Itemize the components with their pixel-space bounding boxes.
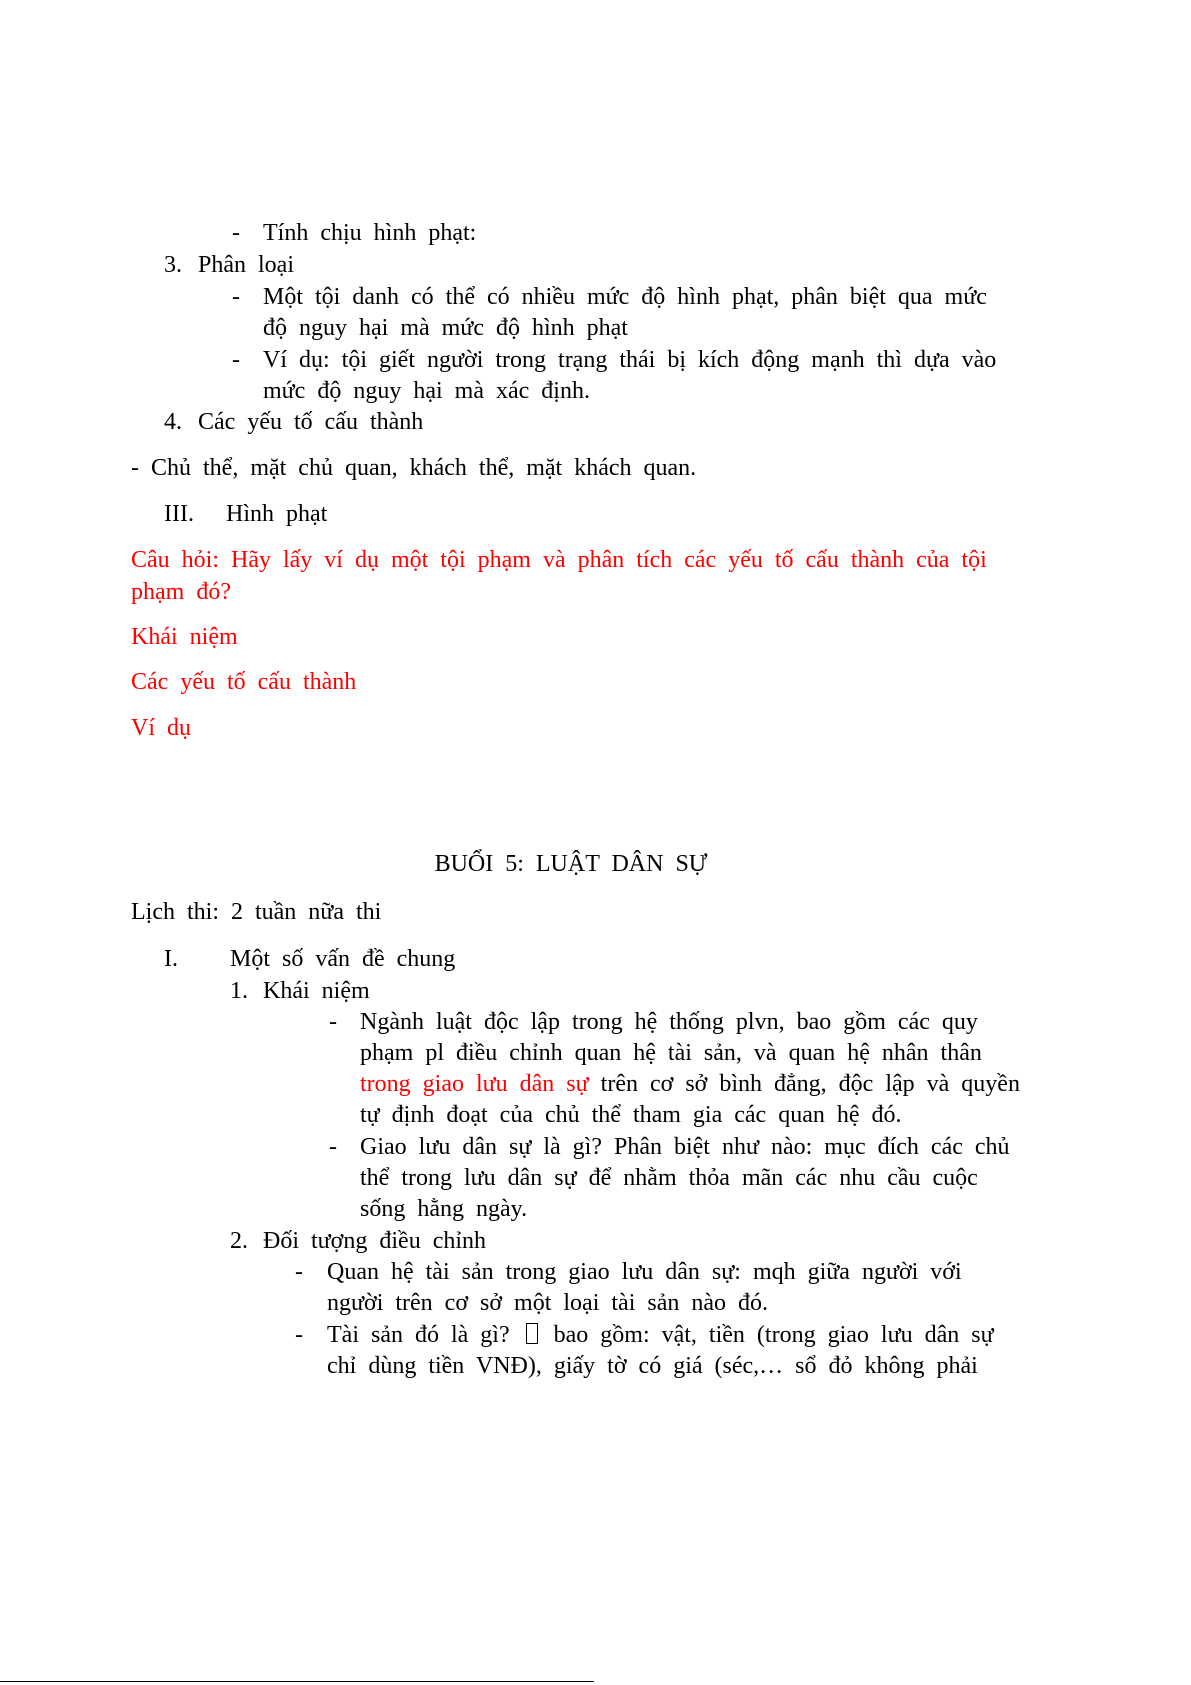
section-number: 3. [164,252,182,278]
paragraph-line: phạm pl điều chỉnh quan hệ tài sản, và quan hệ nhân thân [360,1040,982,1066]
section-number: I. [164,946,178,972]
paragraph-line [360,1068,1020,1100]
footnote-rule [0,1681,594,1682]
paragraph-text: bao gồm: vật, tiền (trong giao lưu dân sự [553,1322,994,1348]
paragraph-line: Ví dụ: tội giết người trong trạng thái bị kích động mạnh thì dựa vào [263,347,997,373]
paragraph-text: Tài sản đó là gì? [327,1322,510,1348]
paragraph-line [327,1319,994,1351]
red-note: Ví dụ [131,715,191,741]
bullet-dash: - [295,1322,303,1348]
paragraph-line: thể trong lưu dân sự để nhằm thỏa mãn các nhu cầu cuộc [360,1165,978,1191]
section-title: Đối tượng điều chỉnh [263,1228,487,1254]
section-title: Các yếu tố cấu thành [198,409,424,435]
page-heading: BUỔI 5: LUẬT DÂN SỰ [434,851,708,877]
section-number: III. [164,501,194,527]
bullet-dash: - [295,1259,303,1285]
section-title: Phân loại [198,252,294,278]
question-line: phạm đó? [131,579,231,605]
paragraph-line: mức độ nguy hại mà xác định. [263,378,590,404]
schedule-line: Lịch thi: 2 tuần nữa thi [131,899,382,925]
paragraph-line: chỉ dùng tiền VNĐ), giấy tờ có giá (séc,… sổ đỏ không phải [327,1353,978,1379]
paragraph-line: tự định đoạt của chủ thể tham gia các quan hệ đó. [360,1102,902,1128]
highlight-text: trong giao lưu dân sự [360,1071,589,1097]
paragraph-line: Một tội danh có thể có nhiều mức độ hình phạt, phân biệt qua mức [263,284,987,310]
section-title: Khái niệm [263,978,370,1004]
section-title: Hình phạt [226,501,328,527]
section-title: Một số vấn đề chung [230,946,456,972]
question-line: Câu hỏi: Hãy lấy ví dụ một tội phạm và phân tích các yếu tố cấu thành của tội [131,547,987,573]
bullet-dash: - [329,1009,337,1035]
red-note: Khái niệm [131,624,238,650]
paragraph-line: - Chủ thể, mặt chủ quan, khách thể, mặt khách quan. [131,455,697,481]
section-number: 1. [230,978,248,1004]
paragraph-line: sống hằng ngày. [360,1196,528,1222]
bullet-dash: - [232,347,240,373]
section-number: 2. [230,1228,248,1254]
paragraph-line: Quan hệ tài sản trong giao lưu dân sự: mqh giữa người với [327,1259,962,1285]
paragraph-line: người trên cơ sở một loại tài sản nào đó. [327,1290,769,1316]
section-number: 4. [164,409,182,435]
paragraph-line: Giao lưu dân sự là gì? Phân biệt như nào: mục đích các chủ [360,1134,1010,1160]
arrow-icon [526,1323,538,1344]
paragraph-line: Ngành luật độc lập trong hệ thống plvn, bao gồm các quy [360,1009,978,1035]
bullet-text: Tính chịu hình phạt: [263,220,477,246]
paragraph-text: trên cơ sở bình đẳng, độc lập và quyền [600,1071,1020,1097]
red-note: Các yếu tố cấu thành [131,669,357,695]
bullet-dash: - [329,1134,337,1160]
paragraph-line: độ nguy hại mà mức độ hình phạt [263,315,628,341]
bullet-dash: - [232,284,240,310]
bullet-dash: - [232,220,240,246]
